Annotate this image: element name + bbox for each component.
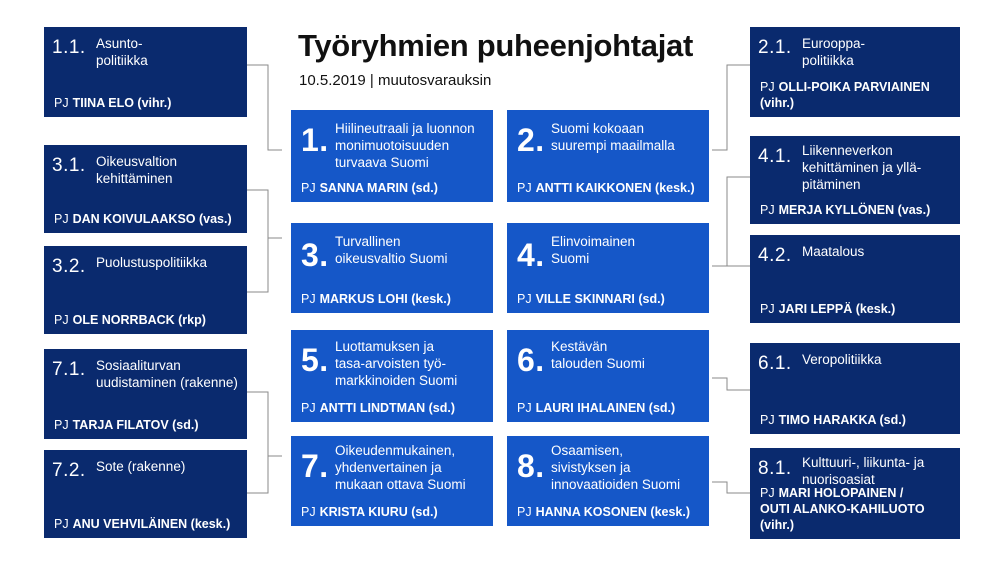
group-label-suffix: (rakenne) xyxy=(127,459,186,474)
group-box-7-2 xyxy=(44,450,247,538)
chair-name: MERJA KYLLÖNEN (vas.) xyxy=(778,203,931,217)
group-number: 4.1. xyxy=(758,146,792,167)
group-box-7-1 xyxy=(44,349,247,439)
pj-prefix: PJ xyxy=(54,517,69,531)
main-group-box-7 xyxy=(291,436,493,526)
group-label xyxy=(96,458,185,475)
pj-prefix: PJ xyxy=(760,302,775,316)
pj-prefix: PJ xyxy=(301,401,316,415)
group-box-2-1 xyxy=(750,27,960,117)
group-label: Luottamuksen ja tasa-arvoisten työ- markkinoiden Suomi xyxy=(335,339,458,388)
group-label: Kulttuuri-, liikunta- ja nuorisoasiat xyxy=(802,455,925,487)
main-group-box-3 xyxy=(291,223,493,313)
pj-prefix: PJ xyxy=(301,181,316,195)
chair-name: MARKUS LOHI (kesk.) xyxy=(319,292,451,306)
group-label-text: Sosiaaliturvan uudistaminen xyxy=(96,358,181,390)
group-chair xyxy=(301,504,438,520)
group-chair xyxy=(54,95,171,111)
group-box-6-1 xyxy=(750,343,960,434)
pj-prefix: PJ xyxy=(517,181,532,195)
main-group-box-6 xyxy=(507,330,709,422)
group-label: Asunto- politiikka xyxy=(96,36,148,68)
group-number: 8. xyxy=(517,448,545,484)
chair-name: TARJA FILATOV (sd.) xyxy=(72,418,199,432)
group-number: 1. xyxy=(301,122,329,158)
chair-name: LAURI IHALAINEN (sd.) xyxy=(535,401,676,415)
group-number: 3. xyxy=(301,237,329,273)
group-number: 3.1. xyxy=(52,155,86,176)
group-box-1-1 xyxy=(44,27,247,117)
group-label: Kestävän talouden Suomi xyxy=(551,339,645,371)
main-group-box-4 xyxy=(507,223,709,313)
group-number: 7.2. xyxy=(52,460,86,481)
group-number: 4. xyxy=(517,237,545,273)
main-group-box-8 xyxy=(507,436,709,526)
chair-name: OLLI-POIKA PARVIAINEN (vihr.) xyxy=(760,80,930,110)
group-chair xyxy=(760,485,960,533)
group-number: 7.1. xyxy=(52,359,86,380)
group-box-4-1 xyxy=(750,136,960,224)
group-chair xyxy=(301,291,451,307)
group-number: 4.2. xyxy=(758,245,792,266)
pj-prefix: PJ xyxy=(760,203,775,217)
group-chair xyxy=(517,180,695,196)
pj-prefix: PJ xyxy=(301,505,316,519)
group-label xyxy=(96,357,238,391)
group-number: 2. xyxy=(517,122,545,158)
pj-prefix: PJ xyxy=(760,486,775,500)
page-subtitle: 10.5.2019 | muutosvarauksin xyxy=(299,72,492,89)
pj-prefix: PJ xyxy=(54,212,69,226)
group-label: Hiilineutraali ja luonnon monimuotoisuuden turvaava Suomi xyxy=(335,121,475,170)
chair-name: SANNA MARIN (sd.) xyxy=(319,181,438,195)
pj-prefix: PJ xyxy=(517,505,532,519)
chair-name: OLE NORRBACK (rkp) xyxy=(72,313,206,327)
group-number: 5. xyxy=(301,342,329,378)
group-label: Suomi kokoaan suurempi maailmalla xyxy=(551,121,675,153)
group-box-3-2 xyxy=(44,246,247,334)
chair-name: KRISTA KIURU (sd.) xyxy=(319,505,438,519)
group-chair xyxy=(54,211,232,227)
group-chair xyxy=(54,312,206,328)
group-number: 8.1. xyxy=(758,458,792,479)
group-label: Puolustuspolitiikka xyxy=(96,255,208,270)
main-group-box-5 xyxy=(291,330,493,422)
group-number: 3.2. xyxy=(52,256,86,277)
pj-prefix: PJ xyxy=(301,292,316,306)
group-box-8-1 xyxy=(750,448,960,539)
chair-name: TIINA ELO (vihr.) xyxy=(72,96,172,110)
group-number: 6. xyxy=(517,342,545,378)
group-chair xyxy=(54,516,230,532)
chair-name: MARI HOLOPAINEN / OUTI ALANKO-KAHILUOTO (vihr.) xyxy=(760,486,925,532)
group-label: Eurooppa- politiikka xyxy=(802,36,866,68)
group-label: Maatalous xyxy=(802,244,865,259)
chair-name: ANTTI LINDTMAN (sd.) xyxy=(319,401,455,415)
chair-name: ANU VEHVILÄINEN (kesk.) xyxy=(72,517,231,531)
group-chair xyxy=(517,291,665,307)
group-chair xyxy=(517,400,675,416)
chair-name: DAN KOIVULAAKSO (vas.) xyxy=(72,212,232,226)
chair-name: ANTTI KAIKKONEN (kesk.) xyxy=(535,181,695,195)
page-title: Työryhmien puheenjohtajat xyxy=(298,28,693,63)
group-label: Oikeusvaltion kehittäminen xyxy=(96,154,178,186)
group-label: Turvallinen oikeusvaltio Suomi xyxy=(335,234,448,266)
group-chair xyxy=(760,202,930,218)
pj-prefix: PJ xyxy=(517,292,532,306)
pj-prefix: PJ xyxy=(54,313,69,327)
pj-prefix: PJ xyxy=(54,418,69,432)
main-group-box-1 xyxy=(291,110,493,202)
group-chair xyxy=(301,180,438,196)
pj-prefix: PJ xyxy=(760,413,775,427)
pj-prefix: PJ xyxy=(54,96,69,110)
main-group-box-2 xyxy=(507,110,709,202)
group-chair xyxy=(517,504,690,520)
group-chair xyxy=(760,412,906,428)
group-box-3-1 xyxy=(44,145,247,233)
group-chair xyxy=(54,417,199,433)
chair-name: TIMO HARAKKA (sd.) xyxy=(778,413,906,427)
group-number: 2.1. xyxy=(758,37,792,58)
group-chair xyxy=(760,301,895,317)
group-number: 1.1. xyxy=(52,37,86,58)
group-label: Oikeudenmukainen, yhdenvertainen ja mukaan ottava Suomi xyxy=(335,443,466,492)
group-box-4-2 xyxy=(750,235,960,323)
pj-prefix: PJ xyxy=(517,401,532,415)
group-label: Veropolitiikka xyxy=(802,352,882,367)
group-label: Osaamisen, sivistyksen ja innovaatioiden Suomi xyxy=(551,443,681,492)
pj-prefix: PJ xyxy=(760,80,775,94)
group-label: Liikenneverkon kehittäminen ja yllä- pitäminen xyxy=(802,143,922,192)
group-number: 7. xyxy=(301,448,329,484)
group-label-suffix: (rakenne) xyxy=(180,375,238,390)
group-label: Elinvoimainen Suomi xyxy=(551,234,636,266)
chair-name: JARI LEPPÄ (kesk.) xyxy=(778,302,896,316)
group-chair xyxy=(760,79,960,111)
chair-name: VILLE SKINNARI (sd.) xyxy=(535,292,665,306)
group-chair xyxy=(301,400,455,416)
group-label-text: Sote xyxy=(96,459,124,474)
chair-name: HANNA KOSONEN (kesk.) xyxy=(535,505,691,519)
group-number: 6.1. xyxy=(758,353,792,374)
